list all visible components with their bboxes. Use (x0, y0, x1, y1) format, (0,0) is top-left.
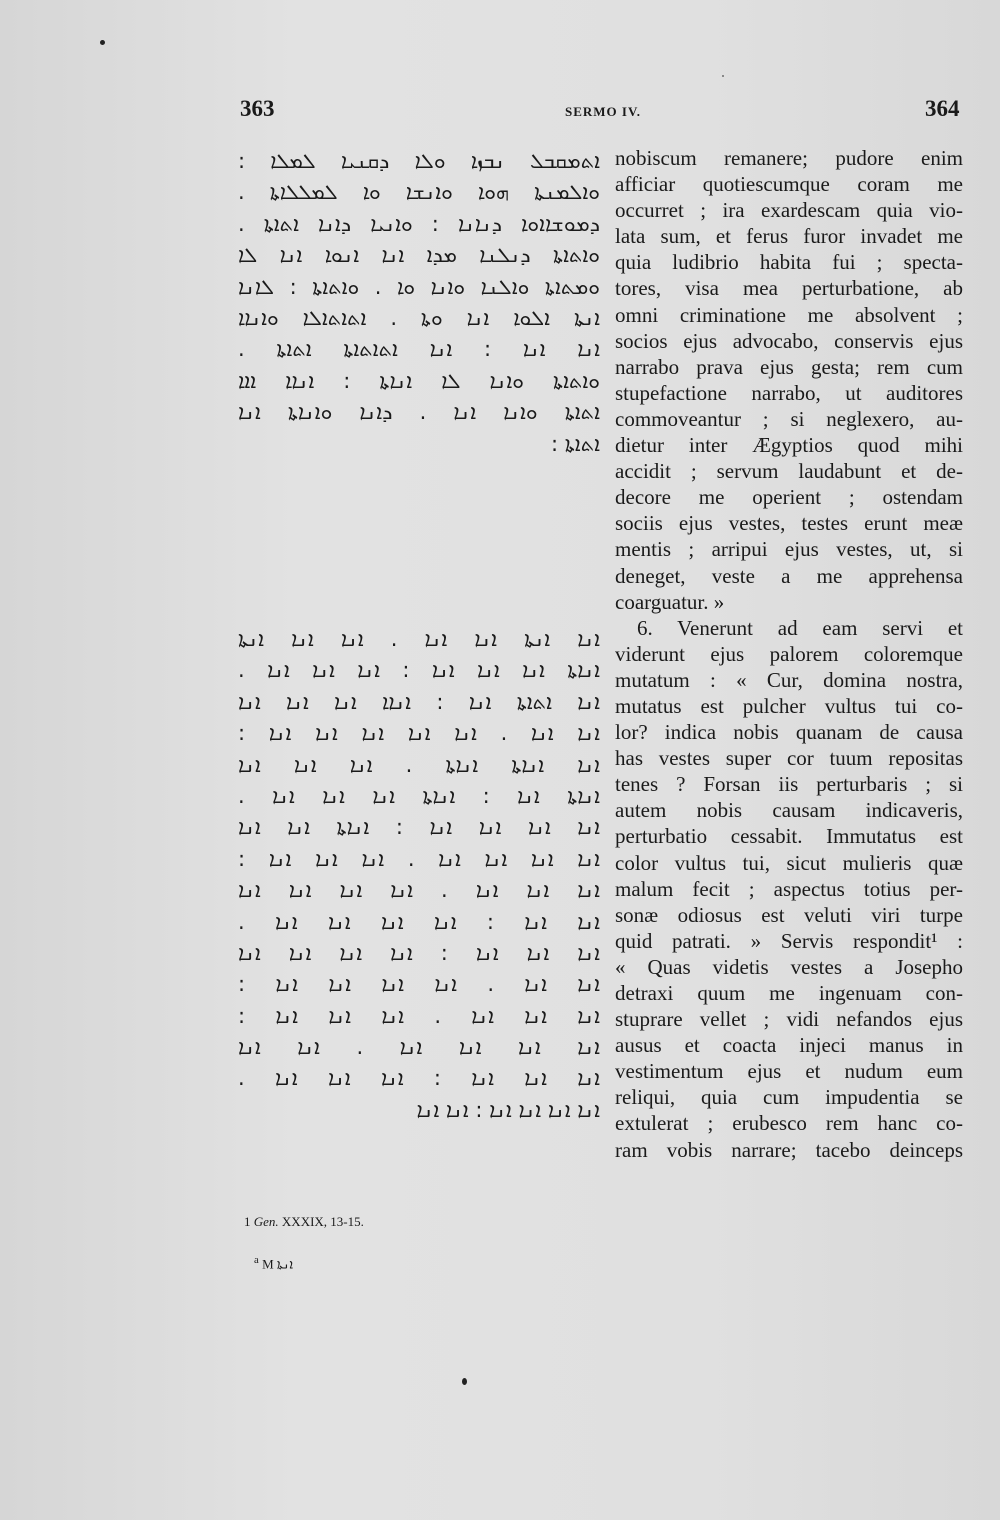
syriac-text-block-2 (238, 624, 600, 1126)
latin-line: detraxi quum me ingenuam con- (615, 981, 963, 1005)
variant-siglum: a (254, 1254, 259, 1266)
latin-line: nobiscum remanere; pudore enim (615, 146, 963, 170)
latin-line: color vultus tui, sicut mulieris quæ (615, 850, 963, 875)
latin-line: mutatus est pulcher vultus tui co- (615, 693, 963, 718)
latin-line: lor? indica nobis quanam de causa (615, 720, 963, 745)
syriac-text-block-1 (238, 146, 600, 460)
latin-line: autem nobis causam indicaveris, (615, 798, 963, 823)
right-page-number: 364 (925, 96, 960, 121)
syriac-line: ܘܐܬܐܬܐ ܕܢܠܢܐ ܡܕܐ ܐܢܐ ܐܢܘܐ ܐܢܐ ܠܐ (238, 243, 600, 268)
syriac-line: ܐܢܐ ܐܢܐ ܐܢܐ ܐܢܐ . ܐܢܐ ܐܢܐ ܐܢܐ : (238, 846, 600, 871)
latin-line: « Quas videtis vestes a Josepho (615, 954, 963, 979)
footnote-reference: XXXIX, 13-15. (281, 1214, 364, 1229)
latin-line: dietur inter Ægyptios quod mihi (615, 433, 963, 458)
ink-speck (722, 75, 724, 77)
footnote-number: 1 (244, 1214, 251, 1229)
syriac-line: ܐܢܐ ܐܢܐ . ܐܢܐ ܐܢܐ ܐܢܐ ܐܢܐ : (238, 972, 600, 997)
latin-line: mentis ; arripui ejus vestes, ut, si (615, 537, 963, 562)
latin-line: ausus et coacta injeci manus in (615, 1033, 963, 1058)
latin-line: omni criminatione me absolvent ; (615, 302, 963, 327)
page-header (0, 96, 1000, 126)
syriac-line: ܐܢܐ ܐܢܐ : ܐܢܐ ܐܢܐ ܐܢܐ ܐܢܐ . (238, 909, 600, 934)
syriac-line: ܐܢܐ ܐܬܐܬܐ ܐܢܐ : ܐܢܐܐ ܐܢܐ ܐܢܐ ܐܢܐ (238, 689, 600, 714)
latin-line: quia ludibrio habita fui ; specta- (615, 250, 963, 275)
variant-reading-note (254, 1254, 293, 1272)
syriac-line: ܐܢܐ ܐܢܐ : ܐܢܐ ܐܬܐܬܐܬܐ ܐܬܐܬܐ . (238, 337, 600, 362)
latin-line: occurret ; ira exardescam quia vio- (615, 198, 963, 223)
left-page-number: 363 (240, 96, 275, 121)
latin-line: socios ejus advocabo, conservis ejus (615, 328, 963, 353)
syriac-line: ܐܢܐ ܐܢܐ ܐܢܐ : ܐܢܐ ܐܢܐ ܐܢܐ . (238, 1066, 600, 1091)
latin-translation-column (615, 145, 963, 1163)
latin-line: 6. Venerunt ad eam servi et (637, 615, 963, 640)
syriac-line: ܐܢܐܬܐ ܐܢܐ ܐܢܐ ܐܢܐ : ܐܢܐ ܐܢܐ ܐܢܐ . (238, 658, 600, 683)
footnote (244, 1214, 364, 1230)
latin-line: quid patrati. » Servis respondit¹ : (615, 928, 963, 953)
syriac-line: ܐܢܐ ܐܢܐ ܐܢܐ ܐܢܐ : ܐܢܐ ܐܢܐ (416, 1097, 600, 1122)
latin-line: viderunt ejus palorem coloremque (615, 641, 963, 666)
latin-line: tenes ? Forsan iis perturbaris ; si (615, 772, 963, 797)
latin-line: vestimentum ejus et nudum eum (615, 1059, 963, 1084)
syriac-line: ܐܢܐ ܐܢܐ ܐܢܐ . ܐܢܐ ܐܢܐ ܐܢܐ ܐܢܐ (238, 878, 600, 903)
running-title: SERMO IV. (565, 104, 641, 119)
ink-speck (100, 40, 105, 45)
latin-line: tores, visa mea perturbatione, ab (615, 276, 963, 301)
latin-line: ram vobis narrare; tacebo deinceps (615, 1137, 963, 1162)
latin-line: has vestes super cor tuum repositas (615, 746, 963, 771)
latin-line: malum fecit ; aspectus totius per- (615, 876, 963, 901)
syriac-line: ܘܐܠܡܢܬܐ ܗܘܐ ܘܐܢܫܐ ܘܐ ܠܡܠܠܐܬܐ . (238, 180, 600, 205)
latin-line: stupefactione narrabo, ut auditores (615, 380, 963, 405)
syriac-line: ܘܐܬܐܬܐ ܘܐܢܐ ܠܐ ܐܢܐܬܐ : ܐܢܐܐ ܐܐܐ (238, 368, 600, 393)
latin-line: sociis ejus vestes, testes erunt meæ (615, 511, 963, 536)
variant-manuscript: M (262, 1256, 274, 1272)
latin-line: reliqui, quia cum impudentia se (615, 1085, 963, 1110)
syriac-line: ܐܬܡܩܒܠ ܢܒܙܐ ܘܠܐ ܕܩܢܝܐ ܠܡܠܐ : (238, 149, 600, 173)
syriac-line: ܐܢܐ ܐܢܐ ܐܢܐ : ܐܢܐ ܐܢܐ ܐܢܐ ܐܢܐ (238, 940, 600, 965)
latin-line: sonæ odiosus est veluti viri turpe (615, 902, 963, 927)
latin-line: decore me operient ; ostendam (615, 485, 963, 510)
syriac-line: ܘܡܬܐܬܐ ܘܐܠܢܐ ܘܐܢܐ ܘܐ . ܘܐܬܐܬܐ : ܠܐܢܐ (238, 274, 600, 299)
syriac-line: ܐܢܐ ܐܢܐ ܐܢܐ ܐܢܐ : ܐܢܐܬܐ ܐܢܐ ܐܢܐ (238, 815, 600, 840)
syriac-line: ܕܡܘܫܐܐܘܐ ܕܢܐܢܐ : ܘܐܢܝܐ ܕܐܢܐ ܐܬܐܬܐ . (238, 211, 600, 236)
variant-reading: ܐܢܬܐ (276, 1257, 293, 1273)
syriac-line: ܐܢܐ ܐܢܐ . ܐܢܐ ܐܢܐ ܐܢܐ ܐܢܐ ܐܢܐ : (238, 721, 600, 746)
latin-line: lata sum, et ferus furor invadet me (615, 224, 963, 249)
syriac-line: ܐܢܐ ܐܢܬܐ ܐܢܐ ܐܢܐ . ܐܢܐ ܐܢܐ ܐܢܬܐ (238, 627, 600, 651)
syriac-line: ܐܢܐ ܐܢܐ ܐܢܐ . ܐܢܐ ܐܢܐ ܐܢܐ : (238, 1003, 600, 1028)
latin-line: deneget, veste a me apprehensa (615, 563, 963, 588)
latin-line: stuprare vellet ; vidi nefandos ejus (615, 1007, 963, 1032)
latin-line: perturbatio cessabit. Immutatus est (615, 824, 963, 849)
latin-line: commoveantur ; si neglexero, au- (615, 406, 963, 431)
latin-line: coarguatur. » (615, 589, 725, 614)
footnote-book: Gen. (253, 1214, 279, 1229)
latin-line: afficiar quotiescumque coram me (615, 172, 963, 197)
syriac-line: ܐܢܐ ܐܢܐܬܐ ܐܢܐܬܐ . ܐܢܐ ܐܢܐ ܐܢܐ (238, 752, 600, 777)
latin-line: extulerat ; erubesco rem hanc co- (615, 1111, 963, 1136)
syriac-line: ܐܢܐ ܐܢܐ ܐܢܐ ܐܢܐ . ܐܢܐ ܐܢܐ (238, 1035, 600, 1060)
syriac-line: ܐܢܐܬܐ ܐܢܐ : ܐܢܐܬܐ ܐܢܐ ܐܢܐ ܐܢܐ . (238, 783, 600, 808)
syriac-line: ܐܬܐܬܐ : (551, 431, 600, 456)
latin-line: mutatum : « Cur, domina nostra, (615, 667, 963, 692)
syriac-line: ܐܬܐܬܐ ܘܐܢܐ ܐܢܐ . ܕܐܢܐ ܘܐܢܐܬܐ ܐܢܐ (238, 400, 600, 425)
ink-speck (462, 1378, 467, 1385)
syriac-line: ܐܢܬܐ ܐܠܘܐ ܐܢܐ ܘܬܐ . ܐܬܐܬܐܠܐ ܘܐܢܐܐ (238, 305, 600, 330)
latin-line: narrabo prava ejus gesta; rem cum (615, 354, 963, 379)
latin-line: accidit ; servum laudabunt et de- (615, 459, 963, 484)
